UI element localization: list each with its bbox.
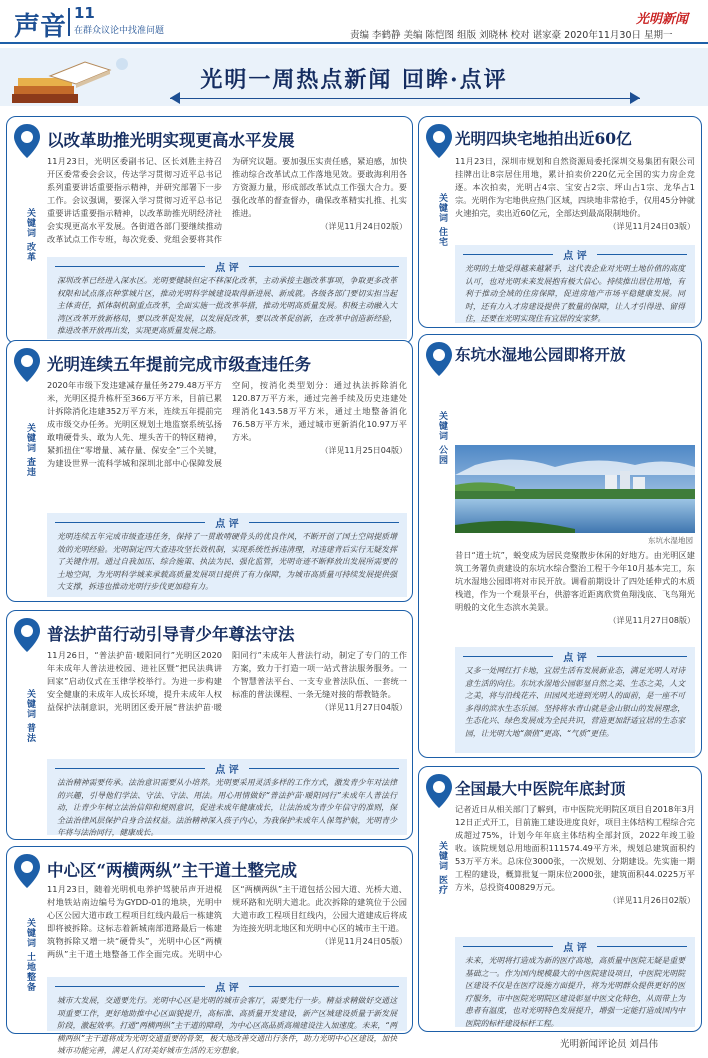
keyword-label: 关键词 医疗 <box>437 840 447 896</box>
comment-label: 点 评 <box>553 251 596 262</box>
masthead <box>0 0 708 44</box>
article-body: 2020年市级下发违建减存量任务279.48万平方米，光明区提升栋杆至366万平方米，目前已累计拆除消化违建352万平方米，连续五年提前完成市级交办任务。光明区规划土地监察系统弘扬敢啃硬骨头、敢为人先、埋头苦干的特区精神，紧抓扭住“零增量、减存量、保安全”三个关键，为建设世界一流科学城和深圳北部中心保障发展空间，按消化类型划分：通过执法拆除消化120.87万平方米，通过完善手续及历史违建处理消化143.58万平方米，通过土地整备消化76.58万平方米，通过城市更新消化10.97万平方米。 （详见11月25日04版） <box>47 380 407 468</box>
map-pin-icon <box>424 772 454 810</box>
article-ref: （详见11月24日05版） <box>320 937 407 946</box>
credits: 责编 李鹤静 美编 陈恺图 组版 刘晓林 校对 谌家豪 2020年11月30日 星期一 <box>350 30 673 41</box>
comment-label: 点 评 <box>553 653 596 664</box>
page-name: 在群众议论中找准问题 <box>74 26 165 36</box>
keyword-label: 关键词 公园 <box>437 410 447 466</box>
article-body: 11月23日，深圳市规划和自然资源局委托深圳交易集团有限公司挂牌出让8宗居住用地，累计拍卖价220亿元全国的实力房企竞逐。本次拍卖，光明占4宗、宝安占2宗、坪山占1宗、龙华占1宗。光明作为宅地供应热门区域，四块地非常抢手，仅用45分钟就火速拍完，卖出近60亿元，全部达到最高限制地价。 （详见11月24日03版） <box>455 156 695 231</box>
article-title: 光明四块宅地拍出近60亿 <box>455 129 632 148</box>
newspaper-logo: 光明新闻 <box>636 12 689 27</box>
comment-text: 光明连续五年完成市级查违任务，保持了一贯敢啃硬骨头的优良作风，不断开创了国土空间提质增效的光明经验。光明制定四大查违攻坚长效机制，实现系统性拆违清理，对违建背后实行无疑发挥了关键作用。通过自我加压、综合施策、执法为民、强化监管，光明奇迹不断释放出发展所需要的土地空间，为光明科学城来承载高质量发展项目提供了有力保障，为城市高质量可持续发展提供强大支撑，拆违也推动光明行步伐更加稳有力。 <box>57 532 397 591</box>
byline: 光明新闻评论员 刘昌伟 <box>560 1039 659 1050</box>
article-card-hospital <box>418 766 702 1032</box>
keyword-label: 关键词 普法 <box>25 688 35 744</box>
comment-box <box>47 513 407 597</box>
comment-text: 光明的土地受得越来越紧手，这代表企业对光明土地价值的高度认可，也对光明未来发展抱有极大信心。持续推出居住用地，有利于推动全域的住房保障，促进房地产市场平稳健康发展。同时，还有力入才房建设提供了数量的保障，让人才引得进、留得住，还要在光明实现住有宜居的安家梦。 <box>465 264 685 323</box>
page-number: 11 <box>74 4 95 22</box>
banner-arrow-left-icon <box>170 92 180 104</box>
article-card-housing <box>418 116 702 328</box>
keyword-label: 关键词 改革 <box>25 207 35 263</box>
article-card-park <box>418 334 702 758</box>
comment-box <box>455 937 695 1027</box>
section-title: 声音 <box>14 12 67 42</box>
comment-text: 城市大发展，交通要先行。光明中心区是光明的城市会客厅，需要先行一步。精益求精做好交通这项重要工作，更好地助推中心区面貌提升，高标准、高质量开发建设，新产区城建设质量于新发展阶段，激起效率。打通“两横两纵”主干道的障碍，为中心区高品质高端建设注入加速度。未来，“两横两纵”主干道将成为光明交通重要的骨架，极大地改善交通出行条件，助力光明中心区建设，加快城市功能完善，满足人们对美好城市生活的无穷想象。 <box>57 996 397 1055</box>
article-card-reform <box>6 116 413 344</box>
article-body: 记者近日从相关部门了解到，市中医院光明院区项目自2018年3月12日正式开工，目前施工建设进度良好，项目主体结构工程综合完成超过75%，计划今年年底主体结构全部封顶，2022年竣工验收。该院规划总用地面积111574.49平方米，规划总建筑面积约53万平方米。总床位3000张，一次规划、分期建设。先实施一期工程的建设，概算批复一期床位2000张，建筑面积44.0225万平方米，总投资400829万元。 （详见11月26日02版） <box>455 804 695 905</box>
map-pin-icon <box>12 852 42 890</box>
keyword-label: 关键词 查违 <box>25 422 35 478</box>
comment-box <box>47 257 407 339</box>
article-card-law <box>6 610 413 840</box>
map-pin-icon <box>12 122 42 160</box>
article-title: 以改革助推光明实现更高水平发展 <box>47 131 295 150</box>
keyword-label: 关键词 土地整备 <box>25 917 35 993</box>
article-card-land <box>6 846 413 1055</box>
comment-box <box>47 977 407 1055</box>
comment-label: 点 评 <box>553 943 596 954</box>
article-ref: （详见11月24日03版） <box>608 222 695 231</box>
comment-text: 又多一处网红打卡地，宜居生活有发展新业态，满足光明人对诗意生活的向往。东坑水湿地公园彰显自然之美、生态之美，人文之美，将与沿线花卉、田园风光进到光明人的面前，是一座不可多得的滨水生态乐园。坚持将水青山就是金山银山的发展理念，生态化兴、绿色发展成为全民共识，营造更加舒适宜居的生态家园，让光明大地“颜值”更高、“气质”更佳。 <box>465 666 685 738</box>
article-ref: （详见11月24日02版） <box>320 222 407 231</box>
banner-title: 光明一周热点新闻 回眸·点评 <box>200 67 508 93</box>
map-pin-icon <box>12 616 42 654</box>
article-title: 普法护苗行动引导青少年尊法守法 <box>47 625 295 644</box>
article-title: 东坑水湿地公园即将开放 <box>455 345 626 364</box>
map-pin-icon <box>424 122 454 160</box>
article-body: 11月23日，随着光明机电养护驾驶吊声开进棍村地铁站南边编号为GYDD-01的地块，光明中心区公园大道市政工程项目红线内最后一栋建筑即将被拆除。这标志着新城南部道路最后一栋建筑物拆除又增一块“硬骨头”，光明中心区“两横两纵”主干道土地整备工作全面完成。光明中心区“两横两纵”主干道包括公园大道、光桥大道、规环路和光明大道北。此次拆除的建筑位于公园大道市政工程项目红线内，公园大道建成后将成为连接光明北地区和光明中心区的城市主干道。 （详见11月24日05版） <box>47 884 407 959</box>
map-pin-icon <box>424 340 454 378</box>
comment-text: 未来，光明将打造成为新的医疗高地，高质量中医院无疑是重要基础之一。作为国内规模最大的中医院建设项目，中医院光明院区建设不仅是在医疗设施方面提升，将为光明群众提供更好的医疗服务，市中医院光明院区建设彰显中医文化特色，从而带上为患者有温度，也对光明特色发展提升，增强一定能打造成国内中医院的标杆建设标杆工程。 <box>465 956 685 1028</box>
banner-arrow-right-icon <box>630 92 640 104</box>
article-ref: （详见11月27日04版） <box>320 703 407 712</box>
article-card-enforcement <box>6 340 413 602</box>
comment-box <box>455 647 695 753</box>
comment-label: 点 评 <box>205 765 248 776</box>
article-ref: （详见11月27日08版） <box>608 616 695 625</box>
article-body: 11月26日，“普法护苗·暖阳同行”光明区2020年未成年人普法进校园、进社区暨“把民法典讲回家”启动仪式在玉律学校举行。为进一步构建安全健康的未成年人成长环境，提升未成年人权益保护法制意识，光明团区委开展“普法护苗·暖阳同行”未成年人普法行动，制定了专门的工作方案，致力于打造一项一站式普法服务服务。一个智慧普法平台、一支专业普法队伍、一套统一标准的普法课程、一条无缝对接的帮教链条。 （详见11月27日04版） <box>47 650 407 712</box>
divider <box>68 8 70 36</box>
banner-rule <box>170 98 640 99</box>
wetland-image-icon <box>455 445 695 533</box>
map-pin-icon <box>12 346 42 384</box>
article-title: 全国最大中医院年底封顶 <box>455 779 626 798</box>
article-body: 昔日“道士坑”，蜕变成为居民竞聚散步休闲的好地方。由光明区建筑工务署负责建设的东坑水综合整治工程于今年10月基本完工，东坑水湿地公园即将对市民开放。调看前期设计了四处延伸式的木质栈道，作为一个观景平台，供游客近距离欣赏鱼翔浅底、飞鸟翔光明般的文化生态滨水美景。 （详见11月27日08版） <box>455 550 695 625</box>
comment-label: 点 评 <box>205 983 248 994</box>
banner <box>0 48 708 106</box>
comment-box <box>455 245 695 323</box>
comment-label: 点 评 <box>205 519 248 530</box>
comment-text: 深圳改革已经进入深水区。光明要健缺但定不移深化改革，主动承接主题改革事项，争取更多改革权限和试点落点种掌城片区，推动光明科学城建设取得新进展、新成就。各级各部门要切实担当起主体责任，抓体制机制重点改革，全面实施一批改革举措，推动光明高质量发展。积极主动融入大湾区改革开放新格局，要以改革促发展，以发展促改革，要以改革促创新，在改革中创造新经验，推进改革开放再出发，实现更高质量发展之路。 <box>57 276 397 335</box>
article-body: 11月23日，光明区委副书记、区长刘胜主持召开区委常委会会议，传达学习贯彻习近平总书记系列重要讲话重要指示精神，并研究部署下一步工作。会议强调，要深入学习贯彻习近平总书记重要讲话重要指示精神，以改革助推光明经济社会实现更高水平发展。各街道各部门要继续推动改革试点工作专班，每次党委、党组会要将其作为研究议题。要加强压实责任感，紧迫感，加快推动综合改革试点工作落地见效。要敢海利用各方资源力量，形成部改革试点工作强大合力。要强化改革的督查督办，确保改革精实扎推、扎实推进。 （详见11月24日02版） <box>47 156 407 244</box>
article-ref: （详见11月26日02版） <box>608 896 695 905</box>
keyword-label: 关键词 住宅 <box>437 192 447 248</box>
park-photo <box>455 445 695 533</box>
comment-label: 点 评 <box>205 263 248 274</box>
comment-text: 法治精神需要传承。法治意识需要从小培养。光明要采用灵活多样的工作方式，激发青少年对法律的兴趣，引导他们学法、守法、守法、用法。用心用情做好“普法护苗·暖阳同行”未成年人普法行动，让青少年树立法治信仰和规则意识，促进未成年健康成长，让法治成为青少年信守的准则，保全法治律风层保护自身合法权益。法治精神深入孩子内心，为我保护未成年人保驾护航，光明青少年将与法治同行，健康成长。 <box>57 778 397 837</box>
article-title: 中心区“两横两纵”主干道土整完成 <box>47 861 297 880</box>
article-title: 光明连续五年提前完成市级查违任务 <box>47 355 311 374</box>
photo-caption: 东坑水湿地园 <box>648 536 693 545</box>
article-ref: （详见11月25日04版） <box>320 446 407 455</box>
comment-box <box>47 759 407 835</box>
